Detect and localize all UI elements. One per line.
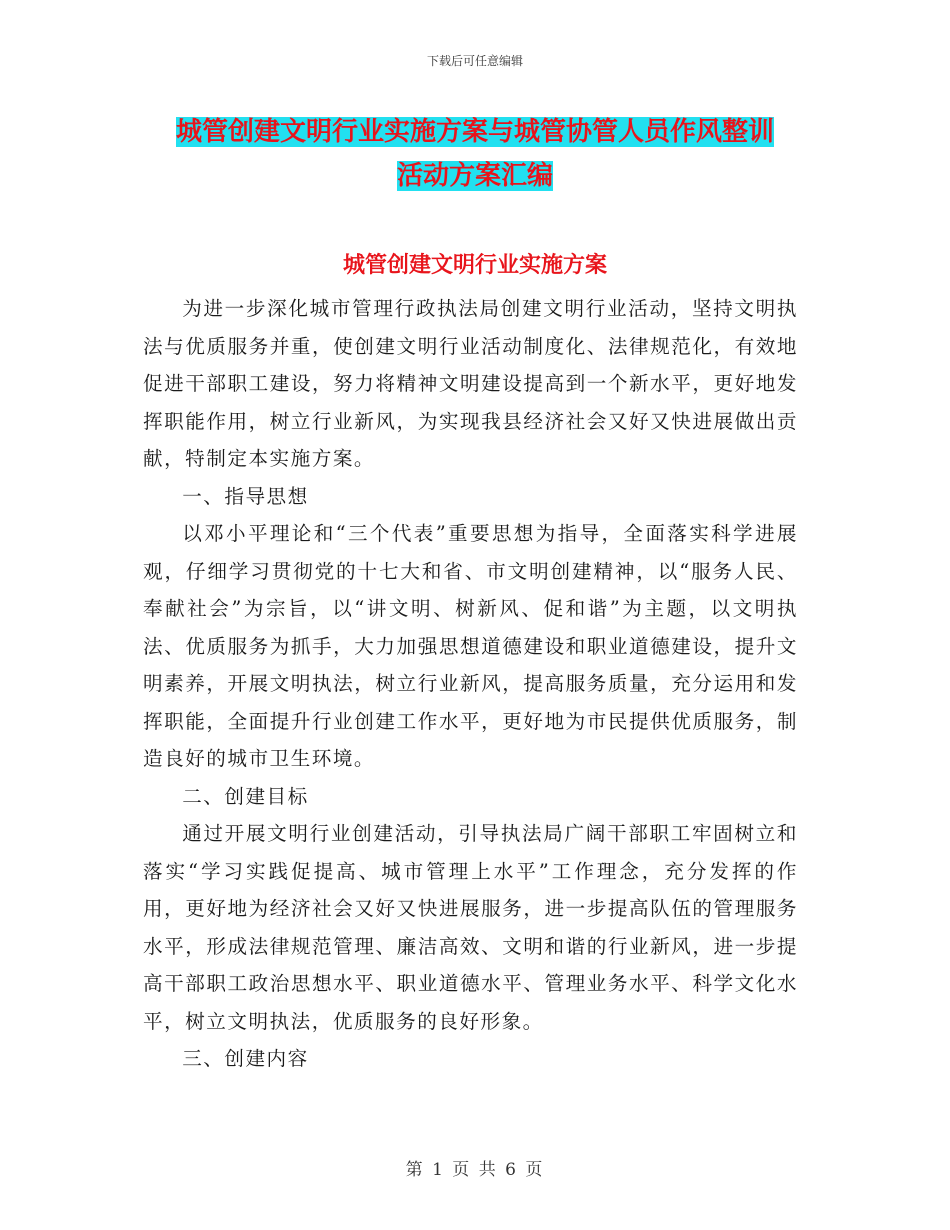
paragraph-goals: 通过开展文明行业创建活动，引导执法局广阔干部职工牢固树立和落实“学习实践促提高、城市管理上水平”工作理念，充分发挥的作用，更好地为经济社会又好又快进展服务，进一步提高队伍的管理服务水平，形成法律规范管理、廉洁高效、文明和谐的行业新风，进一步提高干部职工政治思想水平、职业道德水平、管理业务水平、科学文化水平，树立文明执法，优质服务的良好形象。: [143, 822, 798, 1033]
main-title: [140, 110, 810, 198]
section-title: 城管创建文明行业实施方案: [342, 253, 607, 278]
main-title-line2: 活动方案汇编: [396, 161, 553, 191]
heading-guiding-thought: 一、指导思想: [182, 484, 309, 508]
page-footer: 第 1 页 共 6 页: [405, 1160, 545, 1180]
heading-content: 三、创建内容: [182, 1047, 309, 1070]
heading-goals: 二、创建目标: [182, 784, 309, 808]
main-title-line1: 城管创建文明行业实施方案与城管协管人员作风整训: [175, 117, 774, 147]
paragraph-guiding-thought: 以邓小平理论和“三个代表”重要思想为指导，全面落实科学进展观，仔细学习贯彻党的十七大和省、市文明创建精神，以“服务人民、奉献社会”为宗旨，以“讲文明、树新风、促和谐”为主题，以文明执法、优质服务为抓手，大力加强思想道德建设和职业道德建设，提升文明素养，开展文明执法，树立行业新风，提高服务质量，充分运用和发挥职能，全面提升行业创建工作水平，更好地为市民提供优质服务，制造良好的城市卫生环境。: [143, 522, 798, 770]
paragraph-intro: 为进一步深化城市管理行政执法局创建文明行业活动，坚持文明执法与优质服务并重，使创建文明行业活动制度化、法律规范化，有效地促进干部职工建设，努力将精神文明建设提高到一个新水平，更好地发挥职能作用，树立行业新风，为实现我县经济社会又好又快进展做出贡献，特制定本实施方案。: [143, 297, 798, 470]
body-text: [143, 290, 798, 1078]
header-note: 下载后可任意编辑: [426, 54, 523, 68]
